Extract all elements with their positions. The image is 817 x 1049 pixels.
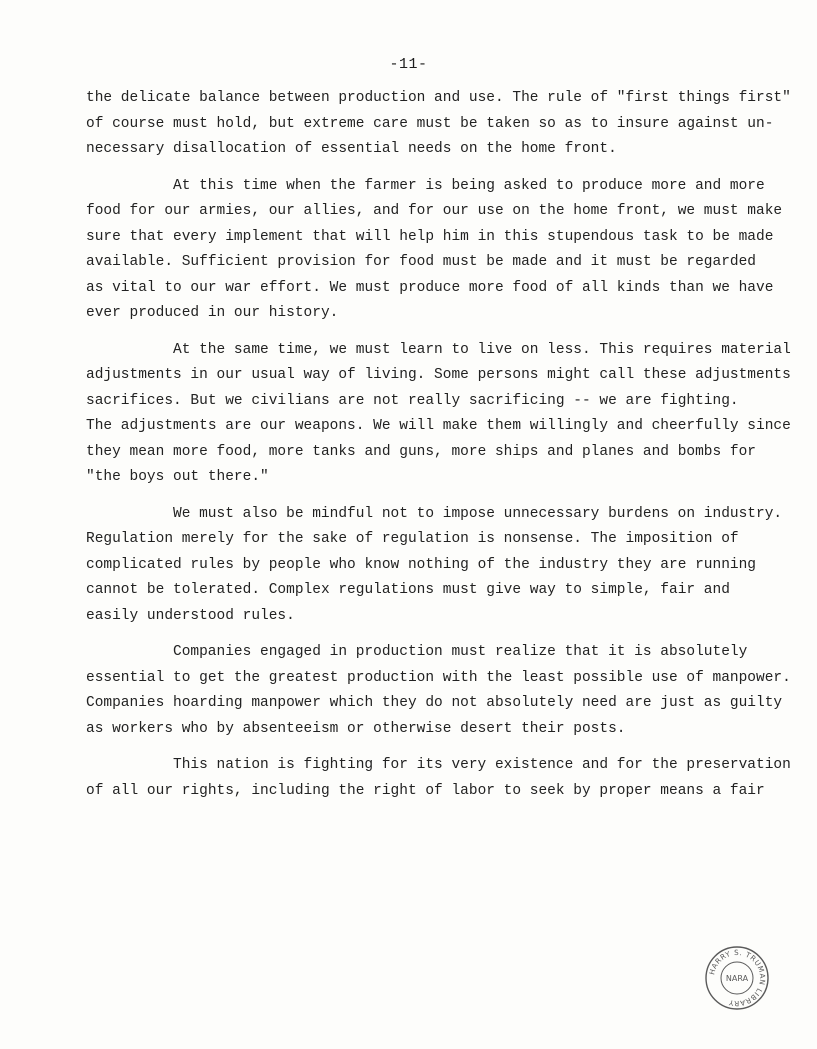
text-line: as vital to our war effort. We must produce more food of all kinds than we have: [86, 279, 774, 296]
text-line: necessary disallocation of essential needs on the home front.: [86, 141, 617, 157]
stamp-ring-text: HARRY S. TRUMAN LIBRARY: [707, 947, 768, 1009]
paragraph: [86, 338, 791, 491]
text-line: ever produced in our history.: [86, 305, 339, 321]
text-line: This nation is fighting for its very existence and for the preservation: [173, 757, 791, 773]
text-line: the delicate balance between production and use. The rule of "first things first": [86, 90, 791, 106]
text-line: complicated rules by people who know nothing of the industry they are running: [86, 556, 757, 573]
text-line: Companies hoarding manpower which they do not absolutely need are just as guilty: [86, 695, 783, 711]
text-line: Companies engaged in production must realize that it is absolutely: [173, 644, 748, 660]
text-line: sure that every implement that will help him in this stupendous task to be made: [86, 228, 774, 245]
text-line: food for our armies, our allies, and for our use on the home front, we must make: [86, 203, 783, 219]
paragraph: [86, 174, 783, 327]
text-line: We must also be mindful not to impose unnecessary burdens on industry.: [173, 505, 783, 522]
library-stamp: [704, 945, 770, 1011]
paragraph: [86, 753, 791, 804]
paragraph: [86, 86, 791, 163]
text-line: easily understood rules.: [86, 607, 295, 624]
text-line: At this time when the farmer is being asked to produce more and more: [173, 177, 765, 194]
text-line: available. Sufficient provision for food must be made and it must be regarded: [86, 254, 757, 270]
page-number: -11-: [389, 56, 428, 73]
text-line: "the boys out there.": [86, 469, 269, 485]
text-line: cannot be tolerated. Complex regulations must give way to simple, fair and: [86, 582, 730, 598]
text-line: sacrifices. But we civilians are not really sacrificing -- we are fighting.: [86, 392, 739, 409]
paragraph: [86, 640, 791, 742]
document-body: [86, 86, 791, 804]
library-seal-icon: [704, 945, 770, 1011]
stamp-center-text: NARA: [725, 974, 749, 983]
text-line: The adjustments are our weapons. We will make them willingly and cheerfully since: [86, 418, 791, 434]
text-line: of all our rights, including the right of labor to seek by proper means a fair: [86, 782, 765, 799]
text-line: At the same time, we must learn to live on less. This requires material: [173, 341, 791, 358]
text-line: as workers who by absenteeism or otherwise desert their posts.: [86, 720, 626, 737]
text-line: they mean more food, more tanks and guns, more ships and planes and bombs for: [86, 443, 757, 460]
text-line: essential to get the greatest production with the least possible use of manpower.: [86, 669, 791, 686]
paragraph: [86, 502, 783, 630]
text-line: adjustments in our usual way of living. Some persons might call these adjustments: [86, 367, 791, 383]
text-line: of course must hold, but extreme care must be taken so as to insure against un-: [86, 115, 774, 132]
text-line: Regulation merely for the sake of regulation is nonsense. The imposition of: [86, 531, 739, 547]
